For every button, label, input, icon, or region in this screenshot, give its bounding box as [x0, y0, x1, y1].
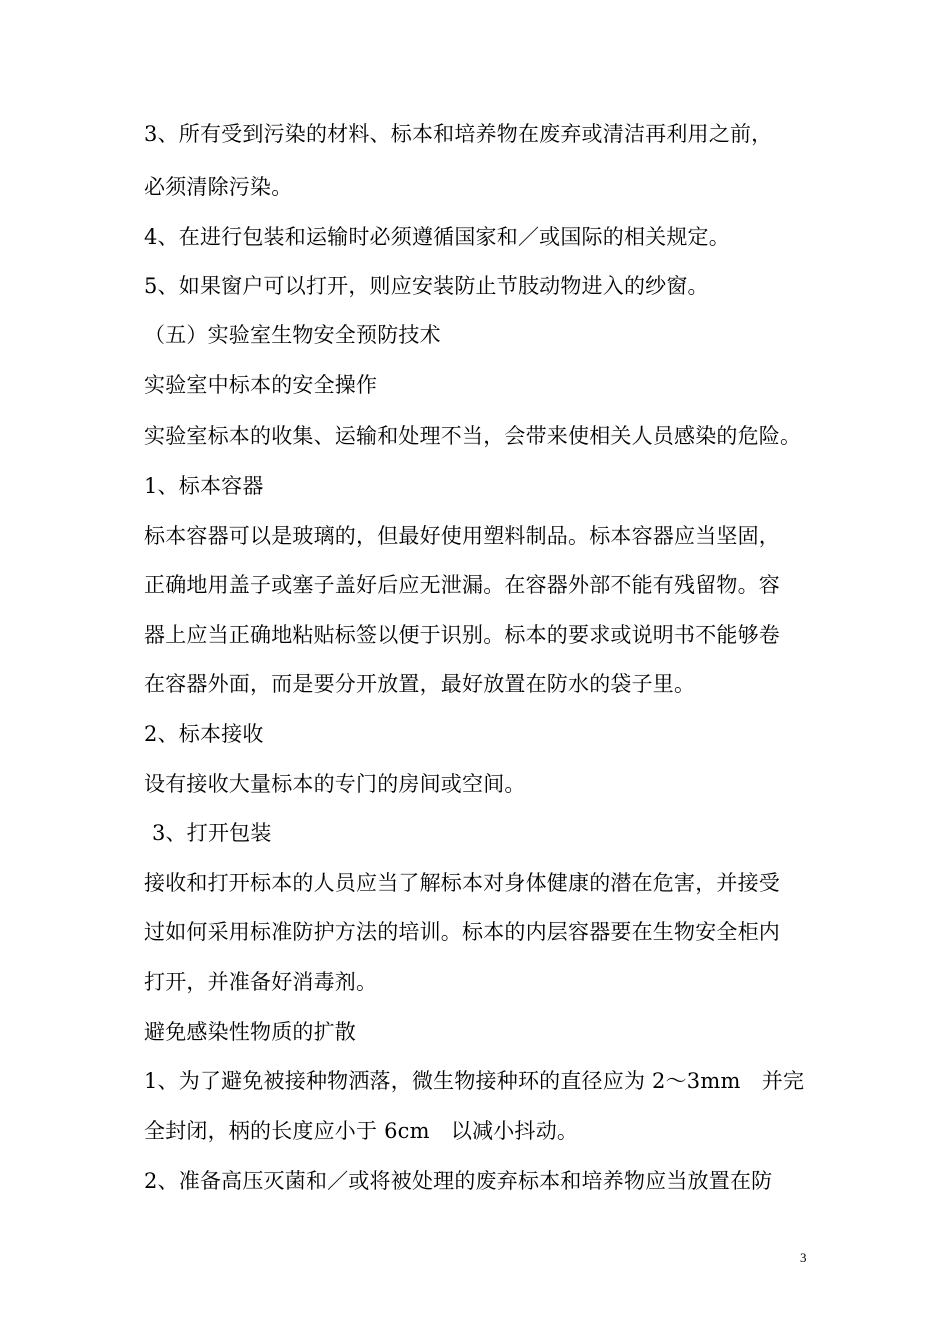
paragraph-line: 打开，并准备好消毒剂。: [144, 970, 378, 994]
paragraph-line: 2、准备高压灭菌和／或将被处理的废弃标本和培养物应当放置在防: [144, 1169, 773, 1193]
paragraph-line: 4、在进行包装和运输时必须遵循国家和／或国际的相关规定。: [144, 225, 730, 249]
paragraph-line: 接收和打开标本的人员应当了解标本对身体健康的潜在危害，并接受: [144, 871, 780, 895]
paragraph-line: 必须清除污染。: [144, 175, 293, 199]
paragraph-line: 实验室标本的收集、运输和处理不当，会带来使相关人员感染的危险。: [144, 424, 802, 448]
paragraph-line: 在容器外面，而是要分开放置，最好放置在防水的袋子里。: [144, 672, 696, 696]
section-heading: （五）实验室生物安全预防技术: [144, 323, 441, 347]
paragraph-line: 全封闭，柄的长度应小于 6cm 以减小抖动。: [144, 1119, 579, 1143]
paragraph-line: 过如何采用标准防护方法的培训。标本的内层容器要在生物安全柜内: [144, 920, 780, 944]
subsection-heading: 避免感染性物质的扩散: [144, 1020, 356, 1044]
item-heading: 2、标本接收: [144, 722, 264, 746]
item-heading: 1、标本容器: [144, 474, 264, 498]
subsection-heading: 实验室中标本的安全操作: [144, 373, 378, 397]
page-number: 3: [800, 1250, 807, 1265]
paragraph-line: 3、所有受到污染的材料、标本和培养物在废弃或清洁再利用之前，: [144, 122, 773, 146]
paragraph-line: 器上应当正确地粘贴标签以便于识别。标本的要求或说明书不能够卷: [144, 623, 780, 647]
item-heading: 3、打开包装: [152, 821, 272, 845]
paragraph-line: 设有接收大量标本的专门的房间或空间。: [144, 772, 526, 796]
paragraph-line: 5、如果窗户可以打开，则应安装防止节肢动物进入的纱窗。: [144, 274, 709, 298]
paragraph-line: 1、为了避免被接种物洒落，微生物接种环的直径应为 2～3mm 并完: [144, 1069, 805, 1093]
paragraph-line: 标本容器可以是玻璃的，但最好使用塑料制品。标本容器应当坚固，: [144, 524, 780, 548]
paragraph-line: 正确地用盖子或塞子盖好后应无泄漏。在容器外部不能有残留物。容: [144, 573, 780, 597]
